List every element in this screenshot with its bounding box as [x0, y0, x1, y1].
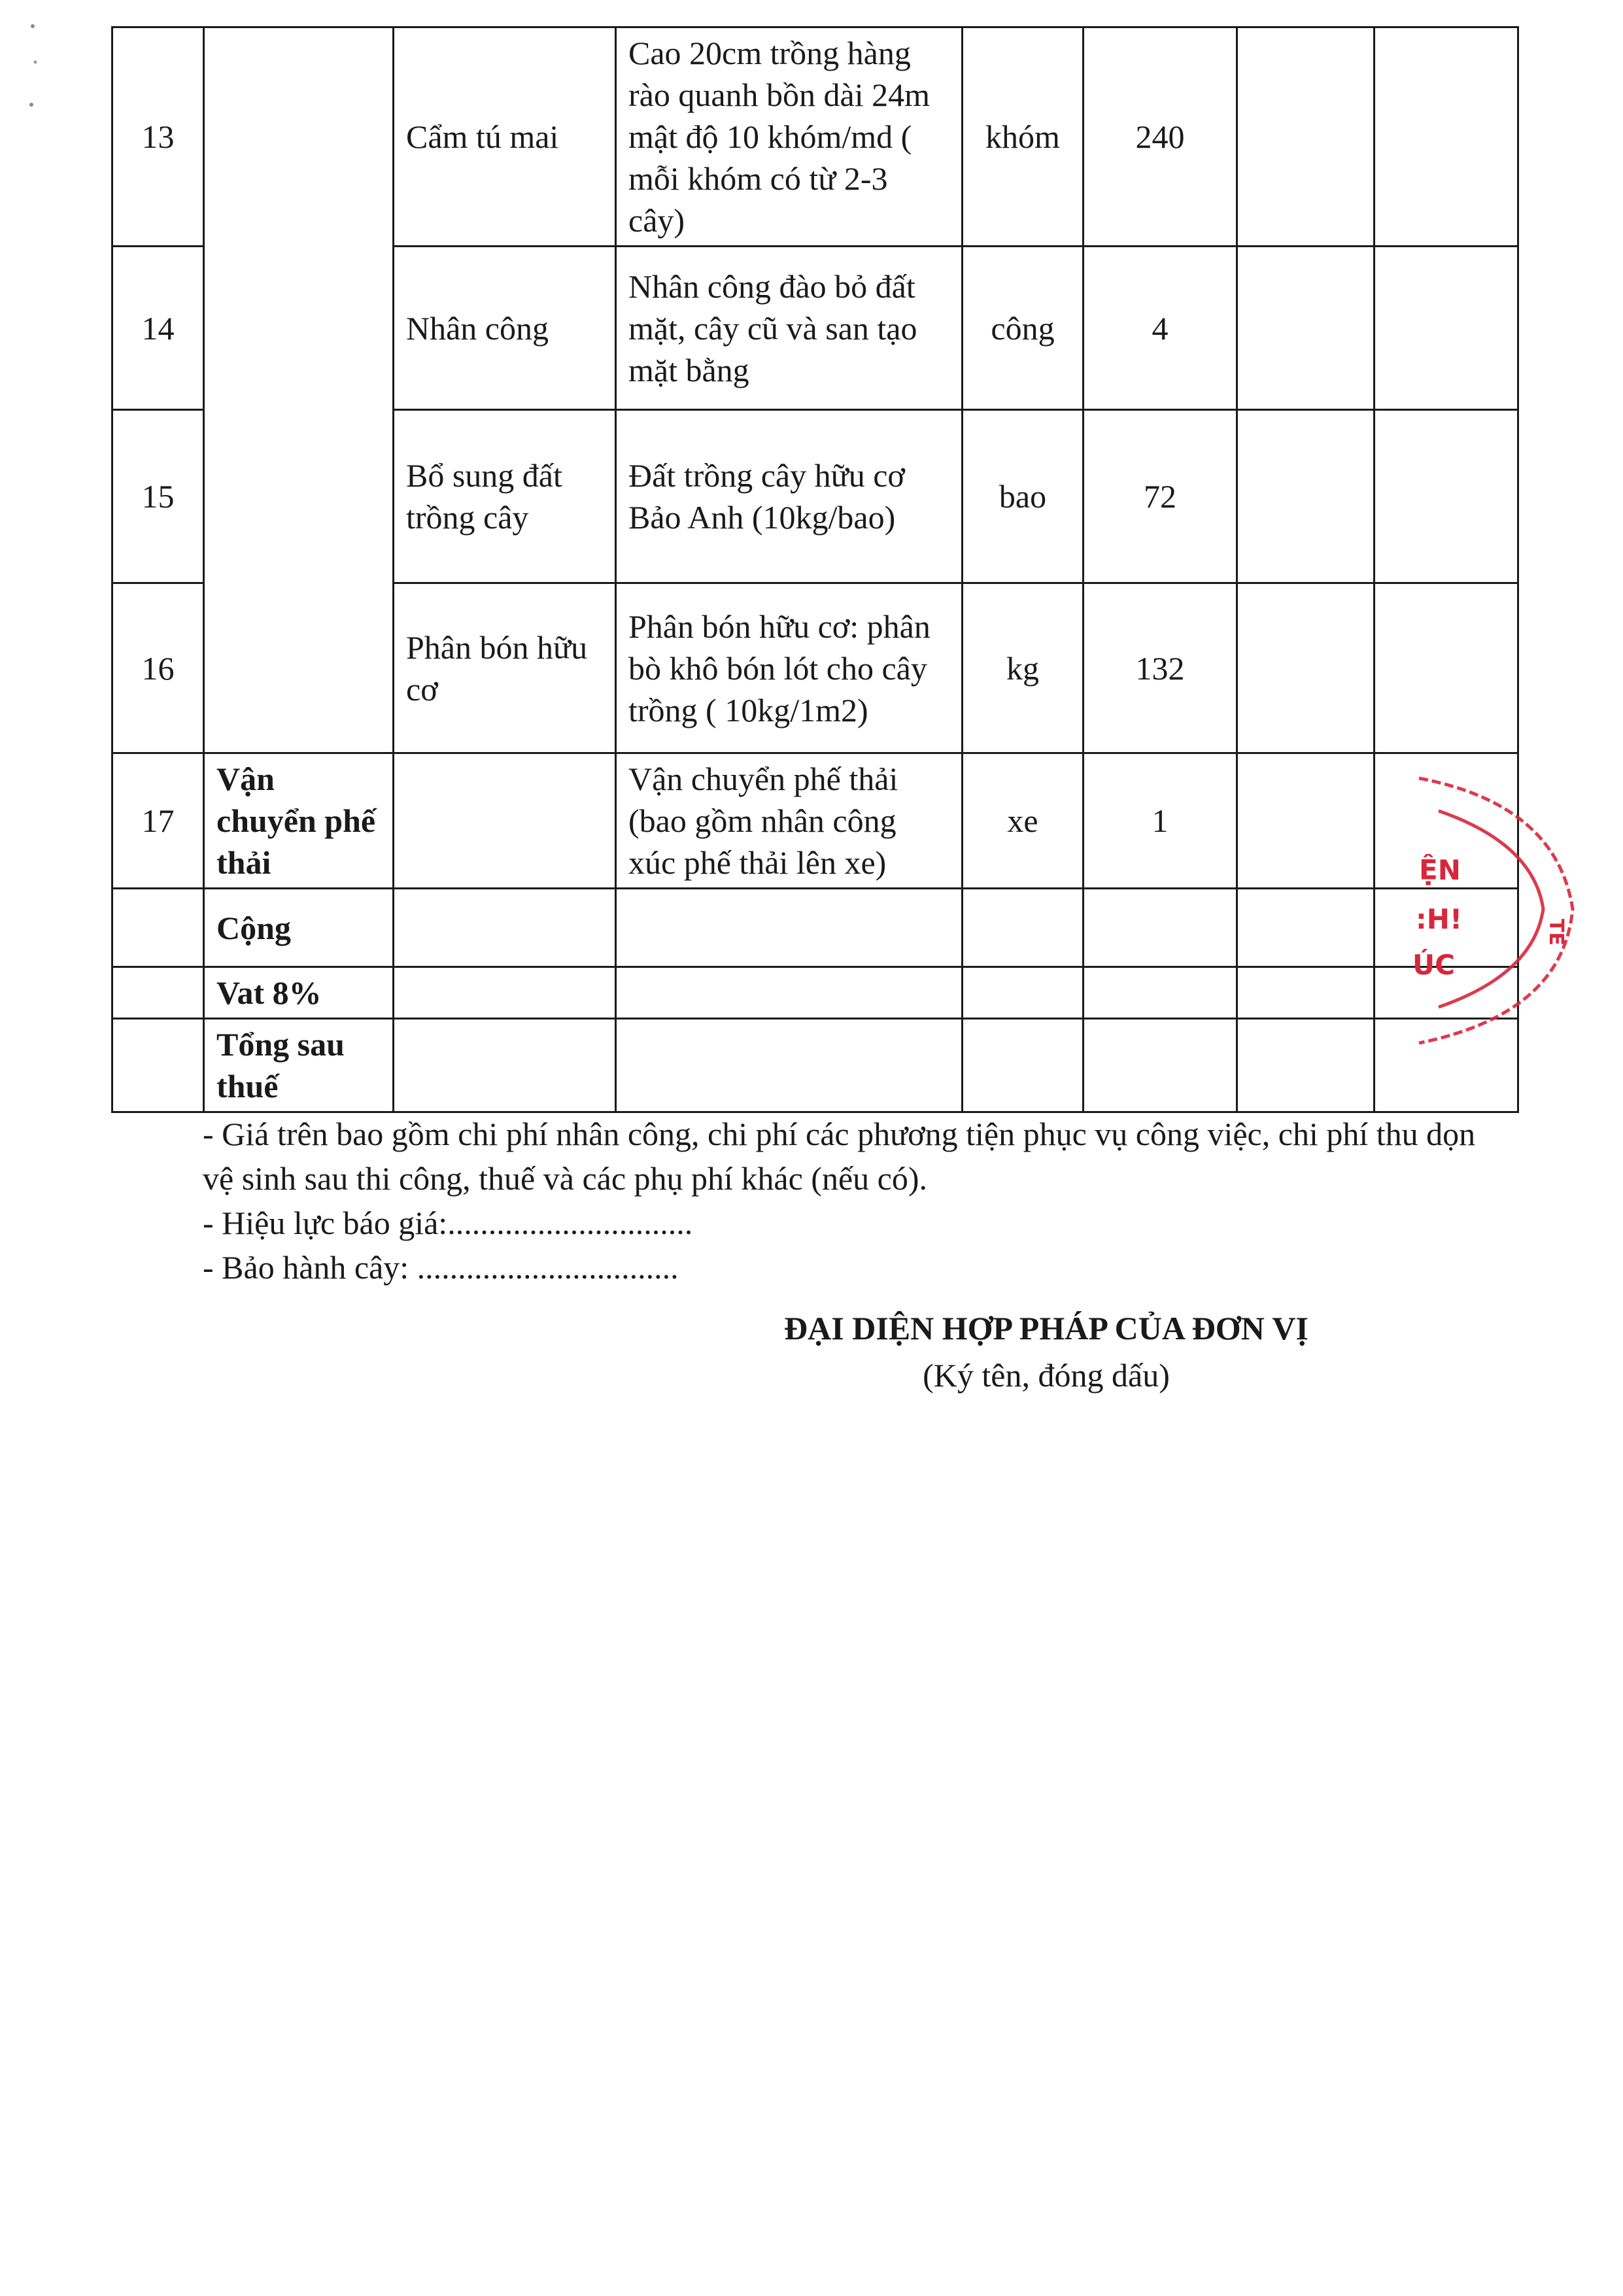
- item-description: Vận chuyển phế thải (bao gồm nhân công xúc phế thải lên xe): [616, 753, 963, 889]
- stamp-text: :H!: [1416, 903, 1463, 935]
- summary-row-vat: [112, 967, 1518, 1019]
- item-total: [1375, 247, 1518, 410]
- item-name: Nhân công: [394, 247, 616, 410]
- stamp-text: ÚC: [1412, 949, 1455, 981]
- signature-title: ĐẠI DIỆN HỢP PHÁP CỦA ĐƠN VỊ: [784, 1310, 1308, 1346]
- item-description: Nhân công đào bỏ đất mặt, cây cũ và san tạo mặt bằng: [616, 247, 963, 410]
- item-unit: công: [963, 247, 1084, 410]
- summary-label: Tổng sau thuế: [204, 1019, 394, 1112]
- item-price: [1237, 247, 1375, 410]
- item-unit: kg: [963, 583, 1084, 753]
- summary-row-subtotal: [112, 889, 1518, 967]
- summary-row-grand-total: [112, 1019, 1518, 1112]
- summary-empty-cell: [963, 889, 1084, 967]
- row-number: 16: [112, 583, 204, 753]
- summary-empty-cell: [1237, 967, 1375, 1019]
- item-quantity: 240: [1084, 27, 1237, 247]
- note-line: - Giá trên bao gồm chi phí nhân công, chi phí các phương tiện phục vụ công việc, chi phí thu dọn vệ sinh sau thi công, thuế và các phụ phí khác (nếu có).: [203, 1116, 1476, 1197]
- summary-empty-cell: [1084, 967, 1237, 1019]
- summary-empty-cell: [616, 889, 963, 967]
- item-price: [1237, 27, 1375, 247]
- item-group-cell: Vận chuyển phế thải: [204, 753, 394, 889]
- item-description: Phân bón hữu cơ: phân bò khô bón lót cho cây trồng ( 10kg/1m2): [616, 583, 963, 753]
- table-row: [112, 27, 1518, 247]
- item-description: Đất trồng cây hữu cơ Bảo Anh (10kg/bao): [616, 410, 963, 583]
- summary-label: Vat 8%: [204, 967, 394, 1019]
- item-name: Phân bón hữu cơ: [394, 583, 616, 753]
- note-line: - Hiệu lực báo giá:..............................: [203, 1205, 693, 1241]
- item-price: [1237, 410, 1375, 583]
- item-total: [1375, 410, 1518, 583]
- item-price: [1237, 583, 1375, 753]
- item-name: Cẩm tú mai: [394, 27, 616, 247]
- stamp-text: ỆN: [1419, 854, 1461, 886]
- item-quantity: 4: [1084, 247, 1237, 410]
- item-group-cell: [204, 27, 394, 753]
- item-unit: xe: [963, 753, 1084, 889]
- row-number: 13: [112, 27, 204, 247]
- item-name: Bổ sung đất trồng cây: [394, 410, 616, 583]
- item-quantity: 72: [1084, 410, 1237, 583]
- item-price: [1237, 753, 1375, 889]
- summary-empty-cell: [1237, 889, 1375, 967]
- scan-marks: [20, 13, 46, 118]
- signature-subtitle: (Ký tên, đóng dấu): [923, 1357, 1170, 1394]
- row-number: 14: [112, 247, 204, 410]
- summary-label: Cộng: [204, 889, 394, 967]
- summary-empty-cell: [1237, 1019, 1375, 1112]
- signature-block: [654, 1305, 1439, 1399]
- summary-empty-cell: [616, 967, 963, 1019]
- summary-empty-cell: [963, 967, 1084, 1019]
- table-row: [112, 753, 1518, 889]
- stamp-text: TE: [1545, 919, 1567, 946]
- item-unit: bao: [963, 410, 1084, 583]
- summary-empty-cell: [394, 889, 616, 967]
- item-name: [394, 753, 616, 889]
- summary-empty-cell: [963, 1019, 1084, 1112]
- item-quantity: 1: [1084, 753, 1237, 889]
- quote-table: [111, 26, 1519, 1113]
- item-unit: khóm: [963, 27, 1084, 247]
- row-number: 17: [112, 753, 204, 889]
- summary-empty-cell: [394, 967, 616, 1019]
- summary-empty-cell: [1084, 1019, 1237, 1112]
- quote-notes: [203, 1112, 1478, 1290]
- row-number: 15: [112, 410, 204, 583]
- summary-empty-cell: [394, 1019, 616, 1112]
- item-quantity: 132: [1084, 583, 1237, 753]
- item-total: [1375, 583, 1518, 753]
- item-total: [1375, 27, 1518, 247]
- summary-number-cell: [112, 889, 204, 967]
- summary-number-cell: [112, 967, 204, 1019]
- summary-empty-cell: [616, 1019, 963, 1112]
- item-description: Cao 20cm trồng hàng rào quanh bồn dài 24m mật độ 10 khóm/md ( mỗi khóm có từ 2-3 cây): [616, 27, 963, 247]
- summary-empty-cell: [1084, 889, 1237, 967]
- company-stamp: [1393, 765, 1589, 1053]
- note-line: - Bảo hành cây: ................................: [203, 1249, 679, 1286]
- summary-number-cell: [112, 1019, 204, 1112]
